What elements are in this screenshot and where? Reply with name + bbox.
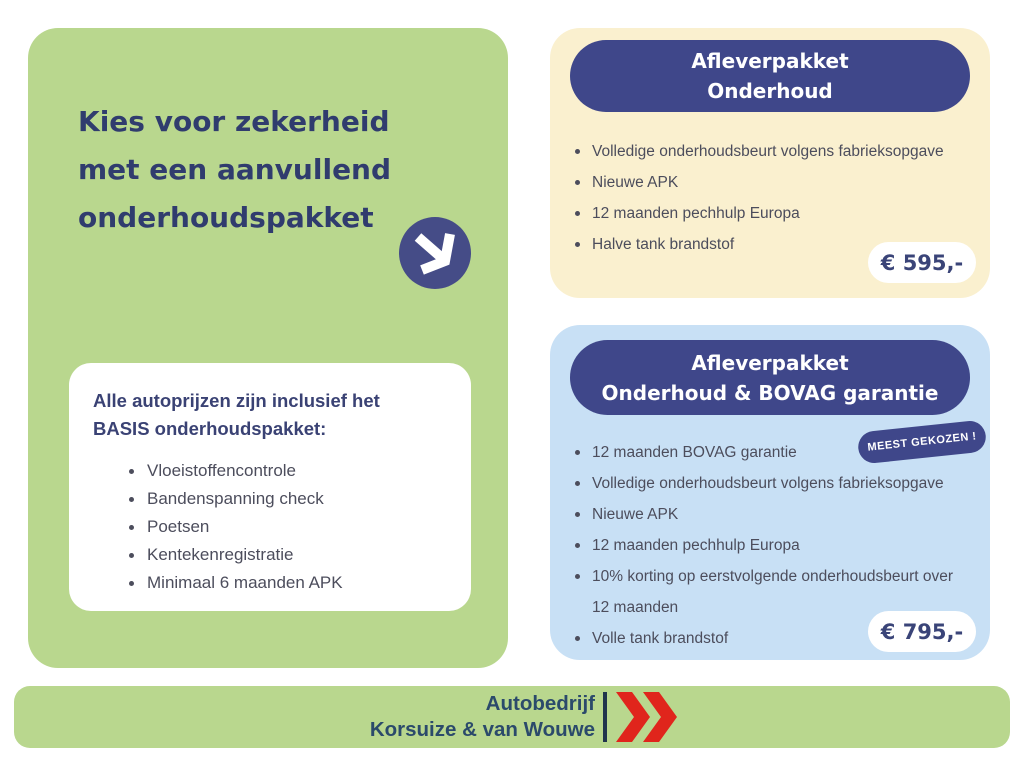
- list-item: Vloeistoffencontrole: [129, 457, 449, 485]
- basis-package-box: [69, 363, 471, 611]
- page-title-line-2: met een aanvullend: [78, 153, 392, 186]
- list-item: Nieuwe APK: [575, 167, 972, 198]
- price-badge: € 795,-: [868, 611, 976, 652]
- footer-bar: [14, 686, 1010, 748]
- list-item: 12 maanden pechhulp Europa: [575, 530, 972, 561]
- list-item: Volle tank brandstof: [575, 623, 972, 654]
- package-title-line-2: Onderhoud: [707, 79, 833, 103]
- list-item: Volledige onderhoudsbeurt volgens fabrieksopgave: [575, 136, 972, 167]
- list-item: 10% korting op eerstvolgende onderhoudsbeurt over 12 maanden: [575, 561, 972, 623]
- page-title-line-3: onderhoudspakket: [78, 201, 374, 234]
- basis-items-list: [129, 457, 449, 597]
- list-item: Poetsen: [129, 513, 449, 541]
- company-name-line-1: Autobedrijf: [485, 692, 595, 715]
- page-title-line-1: Kies voor zekerheid: [78, 105, 390, 138]
- list-item: Nieuwe APK: [575, 499, 972, 530]
- package-title-line-1: Afleverpakket: [691, 49, 849, 73]
- company-name: [370, 691, 595, 743]
- basis-heading-line-2: BASIS onderhoudspakket:: [93, 418, 327, 439]
- logo-divider: [603, 692, 607, 742]
- package-card-onderhoud-bovag: [550, 325, 990, 660]
- basis-box-heading: [93, 387, 449, 443]
- package-title-pill: [570, 340, 970, 415]
- company-name-line-2: Korsuize & van Wouwe: [369, 718, 595, 741]
- list-item: Bandenspanning check: [129, 485, 449, 513]
- package-card-onderhoud: [550, 28, 990, 298]
- package-title-pill: [570, 40, 970, 112]
- list-item: Minimaal 6 maanden APK: [129, 569, 449, 597]
- package-title-line-1: Afleverpakket: [691, 350, 849, 375]
- list-item: 12 maanden BOVAG garantie: [575, 437, 972, 468]
- most-chosen-badge: MEEST GEKOZEN !: [857, 419, 988, 464]
- double-chevron-right-icon: [616, 692, 680, 747]
- list-item: 12 maanden pechhulp Europa: [575, 198, 972, 229]
- list-item: Halve tank brandstof: [575, 229, 972, 260]
- list-item: Kentekenregistratie: [129, 541, 449, 569]
- list-item: Volledige onderhoudsbeurt volgens fabrieksopgave: [575, 468, 972, 499]
- arrow-down-right-icon: [399, 217, 471, 289]
- basis-heading-line-1: Alle autoprijzen zijn inclusief het: [93, 390, 380, 411]
- intro-panel: [28, 28, 508, 668]
- price-badge: € 595,-: [868, 242, 976, 283]
- package-title-line-2: Onderhoud & BOVAG garantie: [601, 380, 939, 405]
